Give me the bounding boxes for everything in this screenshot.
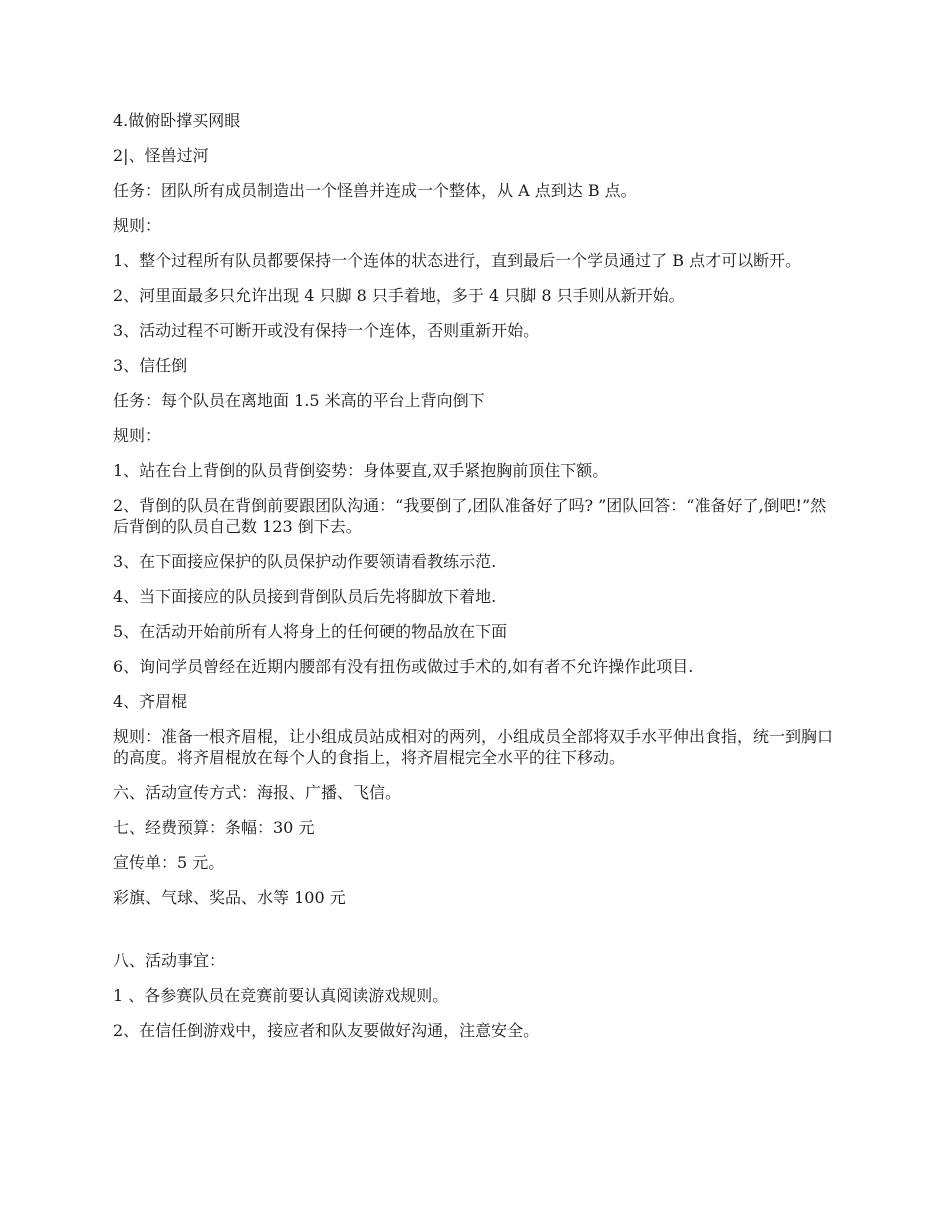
rule-item: 3、在下面接应保护的队员保护动作要领请看教练示范. — [113, 552, 497, 571]
rule-item: 3、活动过程不可断开或没有保持一个连体，否则重新开始。 — [113, 321, 540, 340]
rule-item: 1、整个过程所有队员都要保持一个连体的状态进行，直到最后一个学员通过了 B 点才可以断开。 — [113, 251, 802, 270]
rule-text: 规则：准备一根齐眉棍，让小组成员站成相对的两列，小组成员全部将双手水平伸出食指，统一到胸口的高度。将齐眉棍放在每个人的食指上，将齐眉棍完全水平的往下移动。 — [113, 727, 834, 767]
rule-item: 2、河里面最多只允许出现 4 只脚 8 只手着地，多于 4 只脚 8 只手则从新开始。 — [113, 286, 685, 305]
rules-label: 规则： — [113, 216, 162, 235]
matters-item: 2、在信任倒游戏中，接应者和队友要做好沟通，注意安全。 — [113, 1021, 540, 1040]
matters-heading: 八、活动事宜： — [113, 951, 226, 970]
list-item-pushup: 4.做俯卧撑买网眼 — [113, 111, 241, 130]
budget-item: 宣传单：5 元。 — [113, 853, 225, 872]
section-heading-eyebrow-stick: 4、齐眉棍 — [113, 692, 188, 711]
matters-item: 1 、各参赛队员在竞赛前要认真阅读游戏规则。 — [113, 986, 449, 1005]
rule-item: 4、当下面接应的队员接到背倒队员后先将脚放下着地. — [113, 587, 497, 606]
publicity-heading: 六、活动宣传方式：海报、广播、飞信。 — [113, 783, 402, 802]
task-text: 任务：每个队员在离地面 1.5 米高的平台上背向倒下 — [113, 391, 485, 410]
budget-heading: 七、经费预算：条幅：30 元 — [113, 818, 315, 837]
task-text: 任务：团队所有成员制造出一个怪兽并连成一个整体，从 A 点到达 B 点。 — [113, 181, 637, 200]
section-heading-monster-river: 2|、怪兽过河 — [113, 146, 209, 165]
rule-item: 5、在活动开始前所有人将身上的任何硬的物品放在下面 — [113, 622, 508, 641]
rule-item: 6、询问学员曾经在近期内腰部有没有扭伤或做过手术的,如有者不允许操作此项目. — [113, 657, 694, 676]
section-heading-trust-fall: 3、信任倒 — [113, 356, 188, 375]
rules-label: 规则： — [113, 426, 162, 445]
rule-item: 1、站在台上背倒的队员背倒姿势：身体要直,双手紧抱胸前顶住下额。 — [113, 461, 609, 480]
budget-item: 彩旗、气球、奖品、水等 100 元 — [113, 888, 346, 907]
document-page — [113, 110, 838, 1055]
rule-item: 2、背倒的队员在背倒前要跟团队沟通：“我要倒了,团队准备好了吗? ”团队回答：“准备好了,倒吧!”然后背倒的队员自己数 123 倒下去。 — [113, 496, 827, 536]
